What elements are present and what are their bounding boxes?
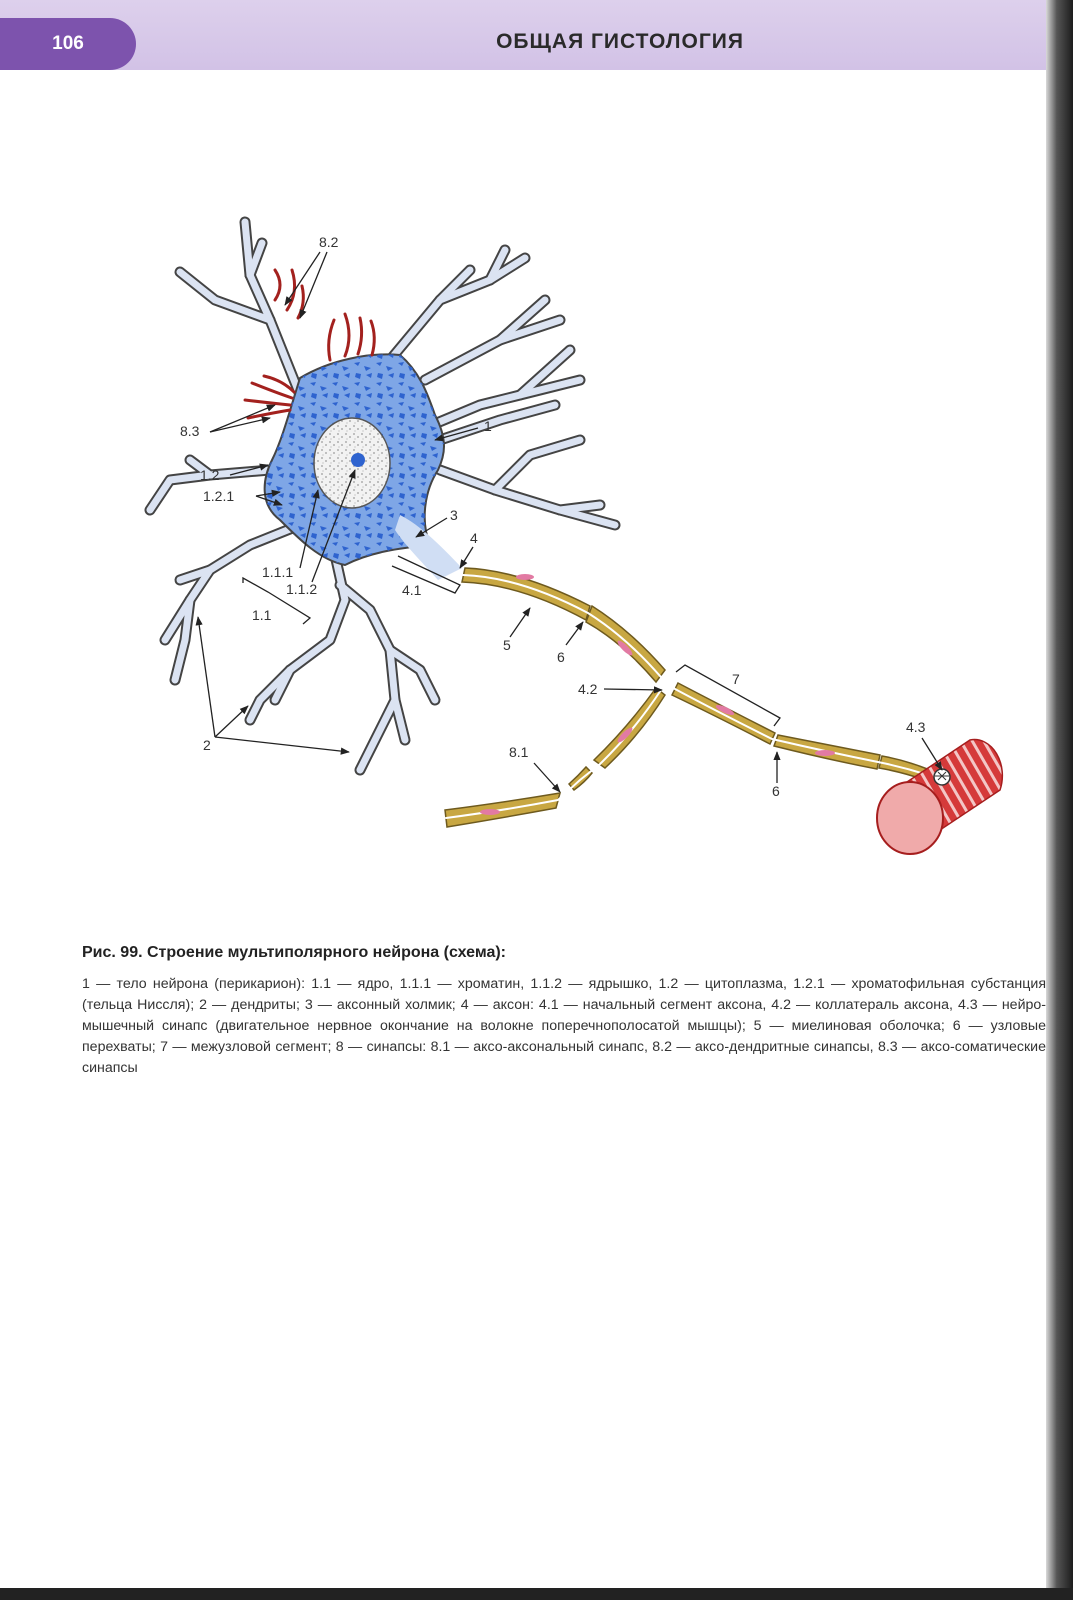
label-4-3: 4.3 [906,719,926,735]
label-6b: 6 [772,783,780,799]
nucleolus [351,453,365,467]
label-8-2: 8.2 [319,234,339,250]
label-4-1: 4.1 [402,582,422,598]
label-4: 4 [470,530,478,546]
figure-legend: 1 — тело нейрона (перикарион): 1.1 — ядро, 1.1.1 — хроматин, 1.1.2 — ядрышко, 1.2 — цитоплазма, 1.2.1 — хроматофильная субстанция (тельца Ниссля); 2 — дендриты; 3 — аксонный холмик; 4 — аксон: 4.1 — начальный сегмент аксона, 4.2 — коллатераль аксона, 4.3 — нейро-мышечный синапс (двигательное нервное окончание на волокне поперечнополосатой мышцы); 5 — миелиновая оболочка; 6 — узловые перехваты; 7 — межузловой сегмент; 8 — синапсы: 8.1 — аксо-аксональный синапс, 8.2 — аксо-дендритные синапсы, 8.3 — аксо-соматические синапсы [82,976,1046,1076]
label-1-1-2: 1.1.2 [286,581,318,597]
label-5: 5 [503,637,511,653]
myelinated-axon [445,568,930,827]
axon-core [446,575,928,818]
label-1-1: 1.1 [252,607,272,623]
page-number: 106 [0,18,136,70]
label-4-2: 4.2 [578,681,598,697]
label-8-3: 8.3 [180,423,200,439]
label-2: 2 [203,737,211,753]
label-1-2: 1.2 [200,467,220,483]
running-head: ОБЩАЯ ГИСТОЛОГИЯ [496,30,744,53]
scan-right-edge [1046,0,1073,1600]
muscle-fiber [877,740,1002,854]
label-1-2-1: 1.2.1 [203,488,235,504]
label-8-1: 8.1 [509,744,529,760]
figure-caption-title: Рис. 99. Строение мультиполярного нейрона (схема): [82,944,506,961]
label-6a: 6 [557,649,565,665]
label-1: 1 [484,418,492,434]
scan-bottom-edge [0,1588,1073,1600]
label-1-1-1: 1.1.1 [262,564,294,580]
label-7: 7 [732,671,740,687]
label-3: 3 [450,507,458,523]
